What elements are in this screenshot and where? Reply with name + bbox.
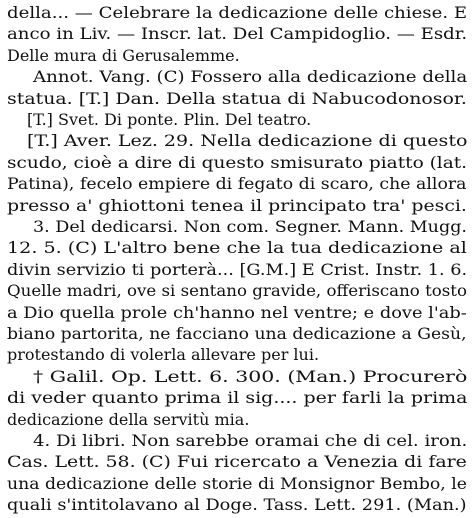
text-line: [T.] Aver. Lez. 29. Nella dedicazione di questo: [27, 131, 468, 151]
text-line: Cas. Lett. 58. (C) Fui ricercato a Venezia di fare: [7, 452, 467, 472]
text-line: statua. [T.] Dan. Della statua di Nabucodonosor.: [7, 88, 467, 108]
text-line: a Dio quella prole ch'hanno nel ventre; e dove l'ab-: [7, 302, 467, 322]
text-line: Patina), fecelo empiere di fegato di scaro, che allora: [7, 174, 467, 194]
text-line: della... — Celebrare la dedicazione delle chiese. E: [7, 3, 468, 22]
text-line: una dedicazione delle storie di Monsignor Bembo, le: [7, 473, 467, 493]
text-line: † Galil. Op. Lett. 6. 300. (Man.) Procurerò: [33, 366, 468, 386]
text-line: protestando di volerla allevare per lui.: [7, 345, 320, 365]
text-line: Annot. Vang. (C) Fossero alla dedicazione della: [33, 67, 468, 87]
text-line: dedicazione della servitù mia.: [7, 409, 250, 429]
text-line: biano partorita, ne facciano una dedicazione a Gesù,: [7, 324, 467, 343]
text-line: scudo, cioè a dire di questo smisurato piatto (lat.: [7, 152, 468, 172]
text-line: [T.] Svet. Di ponte. Plin. Del teatro.: [27, 110, 312, 129]
text-line: di veder quanto prima il sig.... per farli la prima: [7, 388, 468, 408]
text-line: Delle mura di Gerusalemme.: [7, 45, 240, 65]
text-line: 12. 5. (C) L'altro bene che la tua dedicazione al: [7, 238, 467, 258]
text-line: Quelle madri, ove si sentano gravide, offeriscano tosto: [7, 281, 467, 301]
text-line: divin servizio ti porterà... [G.M.] E Crist. Instr. 1. 6.: [7, 259, 468, 279]
text-line: anco in Liv. — Inscr. lat. Del Campidoglio. — Esdr.: [7, 24, 468, 44]
text-line: presso a' ghiottoni tenea il principato tra' pesci.: [7, 195, 467, 215]
text-line: 4. Di libri. Non sarebbe oramai che di cel. iron.: [33, 431, 468, 450]
text-line: 3. Del dedicarsi. Non com. Segner. Mann. Mugg.: [33, 217, 467, 236]
text-line: quali s'intitolavano al Doge. Tass. Lett. 291. (Man.): [7, 495, 467, 515]
